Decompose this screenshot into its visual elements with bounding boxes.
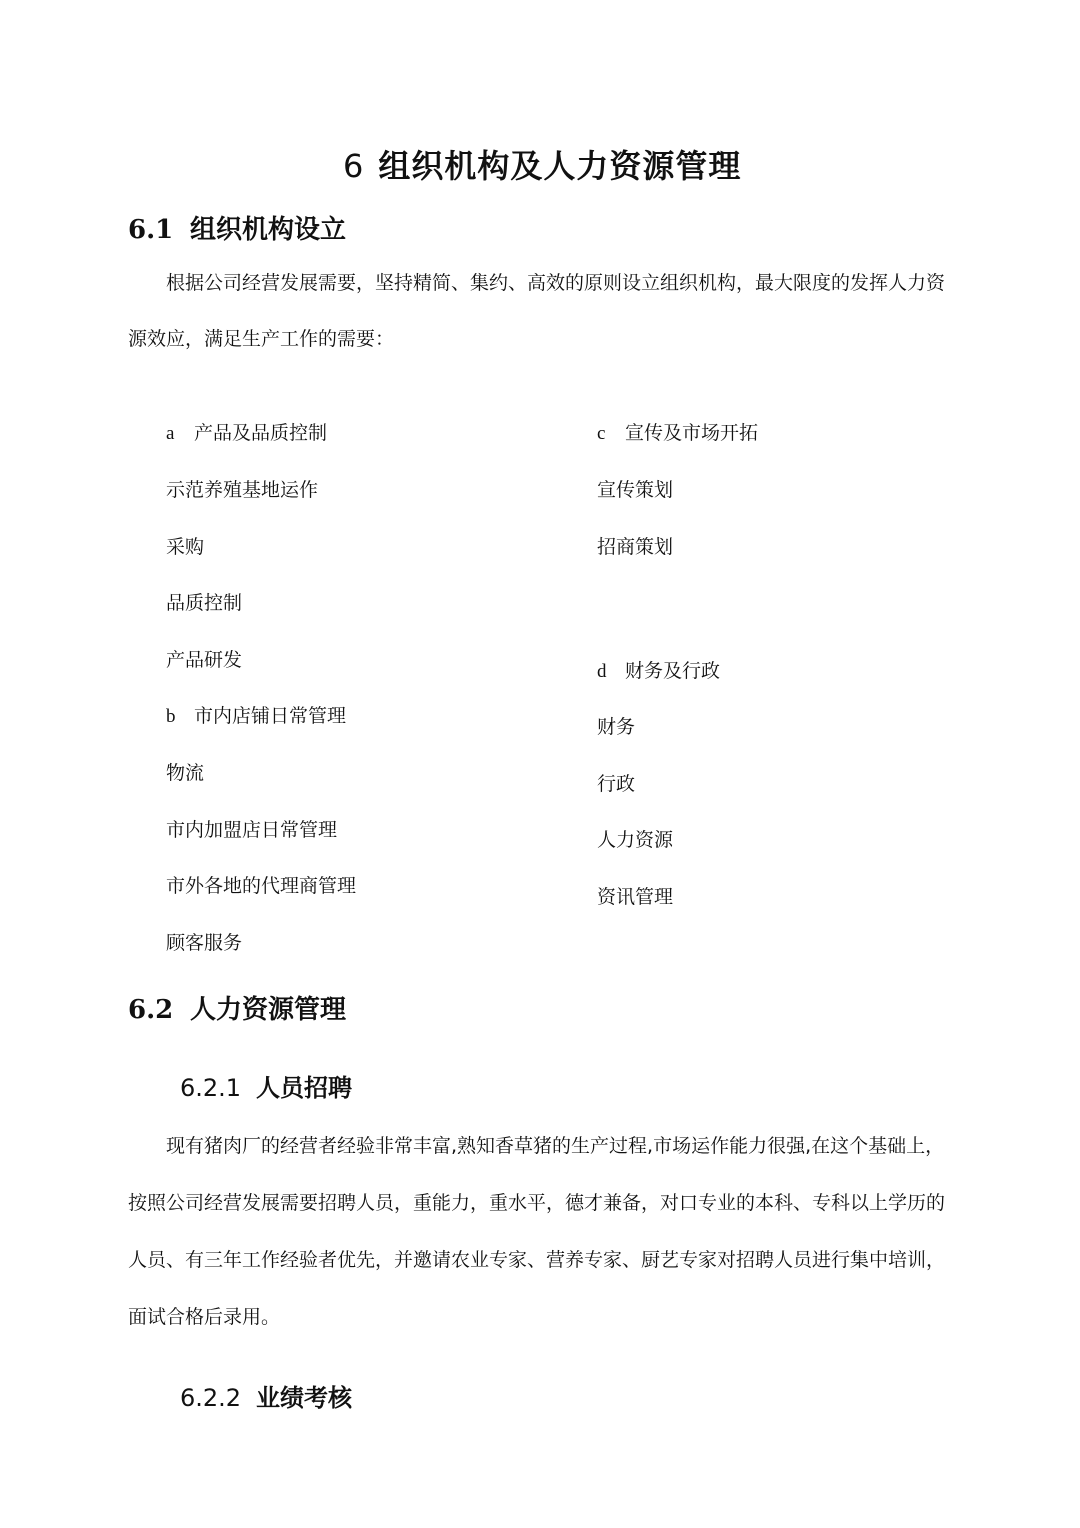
section-title: 人力资源管理: [190, 995, 347, 1025]
subsection-title: 人员招聘: [256, 1074, 352, 1102]
list-item: 资讯管理: [597, 886, 674, 908]
section-number: 6.2: [128, 995, 174, 1025]
list-item: 采购: [166, 536, 205, 558]
group-title: 宣传及市场开拓: [625, 422, 759, 444]
list-item: 顾客服务: [166, 932, 243, 954]
list-item: 示范养殖基地运作: [166, 479, 319, 501]
list-item: 招商策划: [597, 536, 674, 558]
group-letter: b: [166, 706, 176, 727]
section-heading-6-1: [128, 209, 346, 246]
section-title: 组织机构设立: [190, 215, 347, 245]
group-d-heading: [597, 656, 720, 683]
list-item: 产品研发: [166, 649, 243, 671]
recruit-paragraph-line-1: 现有猪肉厂的经营者经验非常丰富,熟知香草猪的生产过程,市场运作能力很强,在这个基础上，: [166, 1135, 945, 1157]
list-item: 行政: [597, 773, 636, 795]
subsection-title: 业绩考核: [256, 1384, 352, 1412]
group-title: 财务及行政: [625, 660, 721, 682]
subsection-number: 6.2.2: [180, 1384, 242, 1412]
list-item: 宣传策划: [597, 479, 674, 501]
group-title: 产品及品质控制: [194, 422, 328, 444]
group-a-heading: [166, 418, 327, 445]
recruit-paragraph-line-4: 面试合格后录用。: [128, 1306, 281, 1328]
group-c-heading: [597, 418, 758, 445]
list-item: 人力资源: [597, 829, 674, 851]
list-item: 市外各地的代理商管理: [166, 875, 357, 897]
subsection-heading-6-2-2: [180, 1378, 352, 1413]
section-heading-6-2: [128, 989, 346, 1026]
list-item: 市内加盟店日常管理: [166, 819, 338, 841]
chapter-title-text: 组织机构及人力资源管理: [378, 147, 742, 185]
section-number: 6.1: [128, 215, 174, 245]
group-b-heading: [166, 701, 346, 728]
subsection-number: 6.2.1: [180, 1074, 242, 1102]
recruit-paragraph-line-2: 按照公司经营发展需要招聘人员，重能力，重水平，德才兼备，对口专业的本科、专科以上学历的: [128, 1192, 946, 1214]
intro-paragraph-line-2: 源效应，满足生产工作的需要：: [128, 328, 395, 350]
list-item: 物流: [166, 762, 205, 784]
list-item: 财务: [597, 716, 636, 738]
group-letter: a: [166, 423, 175, 444]
subsection-heading-6-2-1: [180, 1068, 352, 1103]
group-letter: c: [597, 423, 606, 444]
list-item: 品质控制: [166, 592, 243, 614]
group-letter: d: [597, 661, 607, 682]
chapter-number: 6: [343, 147, 365, 185]
group-title: 市内店铺日常管理: [194, 705, 347, 727]
chapter-title: [343, 141, 741, 187]
intro-paragraph-line-1: 根据公司经营发展需要，坚持精简、集约、高效的原则设立组织机构，最大限度的发挥人力资: [166, 272, 946, 294]
recruit-paragraph-line-3: 人员、有三年工作经验者优先，并邀请农业专家、营养专家、厨艺专家对招聘人员进行集中培训，: [128, 1249, 946, 1271]
